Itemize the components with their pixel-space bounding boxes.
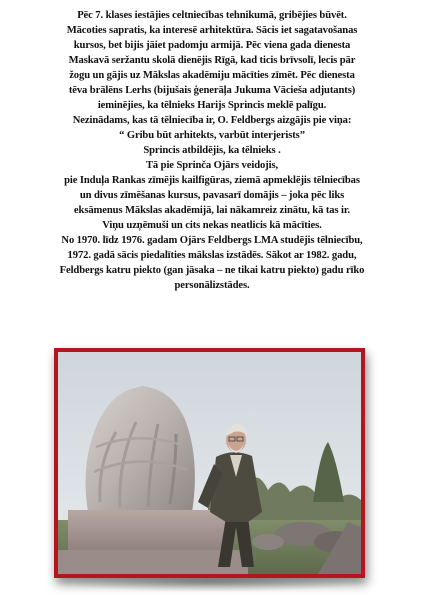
text-line: žogu un gājis uz Mākslas akadēmiju mācīties zīmēt. Pēc dienesta <box>69 70 355 81</box>
article-text <box>14 8 410 293</box>
text-line: Nezinādams, kas tā tēlniecība ir, O. Feldbergs aizgājis pie viņa: <box>72 115 352 126</box>
text-line: Pēc 7. klases iestājies celtniecības tehnikumā, gribējies būvēt. <box>77 10 347 21</box>
text-line: pie Induļa Rankas zīmējis kailfigūras, ziemā apmeklējis tēlniecības <box>64 175 360 186</box>
text-line: personālizstādes. <box>174 280 250 291</box>
photo-frame <box>54 348 365 578</box>
text-line: 1972. gadā sācis piedalīties mākslas izstādēs. Sākot ar 1982. gadu, <box>67 250 357 261</box>
text-line: Sprincis atbildējis, ka tēlnieks . <box>143 145 281 156</box>
text-line: tēva brālēns Lerhs (bijušais ģenerāļa Jukuma Vācieša adjutants) <box>68 85 356 96</box>
quote-line: “ Gribu būt arhitekts, varbūt interjerists” <box>119 130 305 141</box>
text-line: Tā pie Sprinča Ojārs veidojis, <box>145 160 279 171</box>
text-line: un divus zīmēšanas kursus, pavasarī domājis – joka pēc liks <box>79 190 345 201</box>
text-line: Viņu uzņēmuši un cits nekas neatlicis kā mācīties. <box>102 220 322 231</box>
text-line: Maskavā seržantu skolā dienējis Rīgā, kad ticis brīvsolī, lecis pār <box>68 55 356 66</box>
text-line: No 1970. līdz 1976. gadam Ojārs Feldbergs LMA studējis tēlniecību, <box>61 235 363 246</box>
sculptor-photo <box>58 352 361 574</box>
text-line: eksāmenus Mākslas akadēmijā, lai nākamreiz zinātu, kā tas ir. <box>73 205 351 216</box>
text-line: kursos, bet bijis jāiet padomju armijā. Pēc viena gada dienesta <box>73 40 351 51</box>
text-line: Feldbergs katru piekto (gan jāsaka – ne tikai katru piekto) gadu rīko <box>59 265 365 276</box>
text-line: ieminējies, ka tēlnieks Harijs Sprincis meklē palīgu. <box>97 100 327 111</box>
text-line: Mācoties sapratis, ka interesē arhitektūra. Sācis iet sagatavošanas <box>66 25 358 36</box>
